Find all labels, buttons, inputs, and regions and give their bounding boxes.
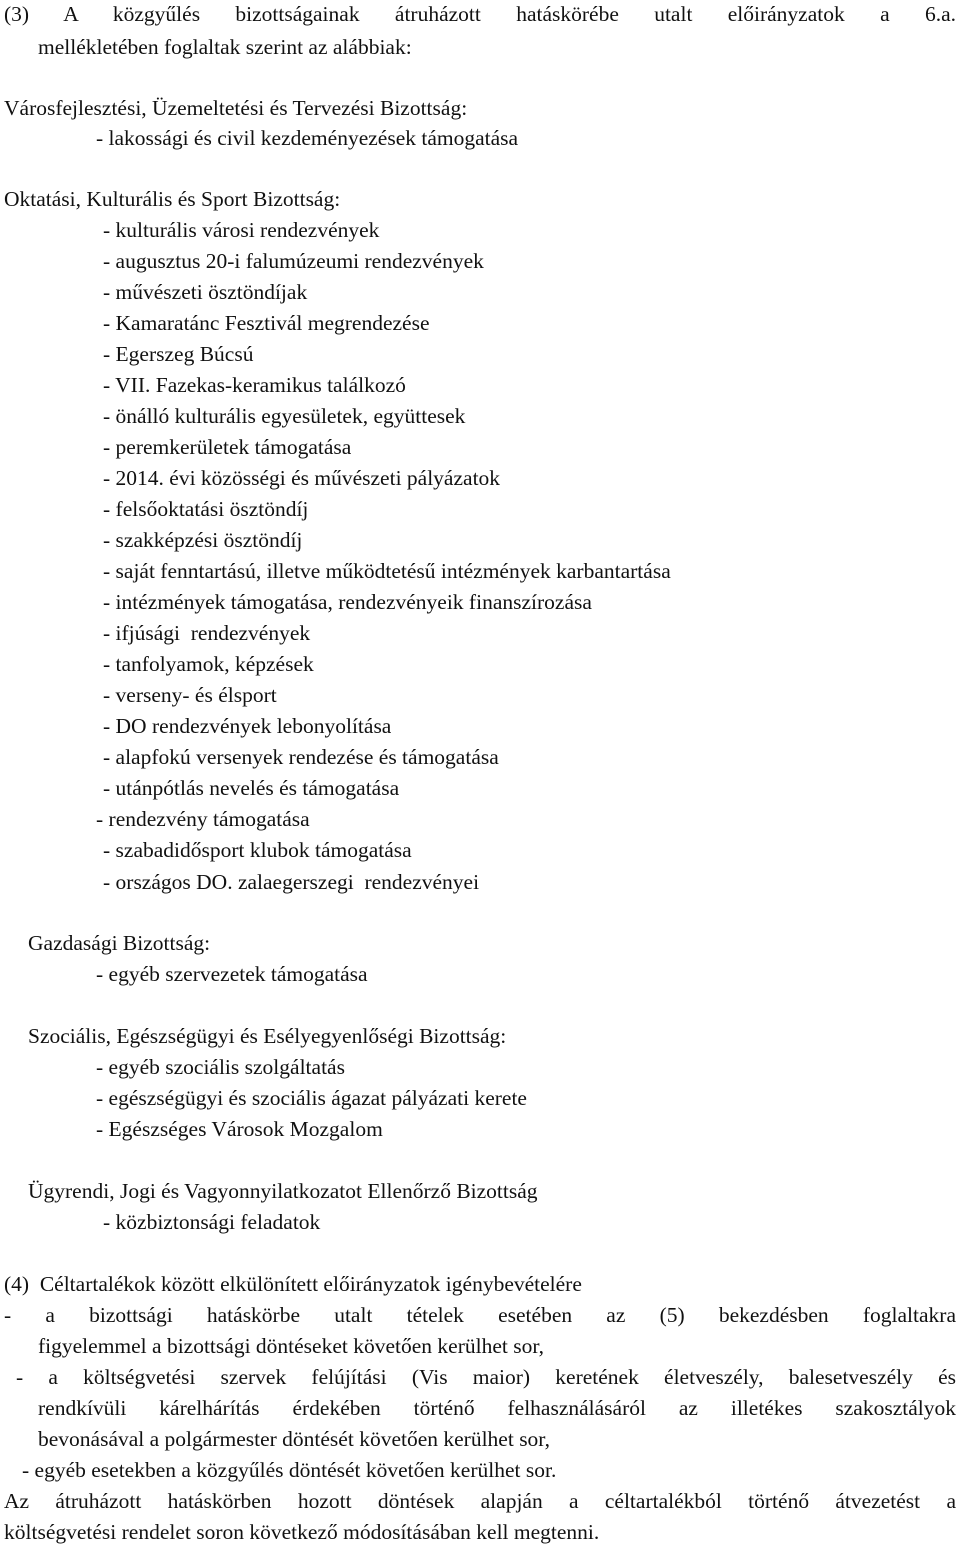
list-item: - művészeti ösztöndíjak (103, 280, 308, 304)
list-item: - DO rendezvények lebonyolítása (103, 714, 392, 738)
list-item: - lakossági és civil kezdeményezések támogatása (96, 126, 519, 150)
section-4-bullet-2-line-2: rendkívüli kárelhárítás érdekében történő felhasználásáról az illetékes szakosztályok (38, 1396, 956, 1420)
list-item: - szabadidősport klubok támogatása (103, 838, 412, 862)
list-item: - közbiztonsági feladatok (103, 1210, 321, 1234)
committee-urban-development-title: Városfejlesztési, Üzemeltetési és Tervezési Bizottság: (4, 96, 468, 120)
list-item: - peremkerületek támogatása (103, 435, 352, 459)
list-item: - felsőoktatási ösztöndíj (103, 497, 309, 521)
list-item: - verseny- és élsport (103, 683, 277, 707)
list-item: - egyéb szervezetek támogatása (96, 962, 368, 986)
section-4-heading: (4) Céltartalékok között elkülönített előirányzatok igénybevételére (4, 1272, 582, 1296)
committee-education-culture-sport-title: Oktatási, Kulturális és Sport Bizottság: (4, 187, 341, 211)
section-4-bullet-1-line-1: - a bizottsági hatáskörbe utalt tételek esetében az (5) bekezdésben foglaltakra (4, 1303, 956, 1327)
list-item: - kulturális városi rendezvények (103, 218, 380, 242)
list-item: - 2014. évi közösségi és művészeti pályázatok (103, 466, 501, 490)
list-item: - szakképzési ösztöndíj (103, 528, 303, 552)
section-4-bullet-3: - egyéb esetekben a közgyűlés döntését követően kerülhet sor. (22, 1458, 557, 1482)
closing-paragraph-line-2: költségvetési rendelet soron következő módosításában kell megtenni. (4, 1520, 600, 1544)
committee-social-health-title: Szociális, Egészségügyi és Esélyegyenlőségi Bizottság: (28, 1024, 507, 1048)
list-item: - VII. Fazekas-keramikus találkozó (103, 373, 406, 397)
section-3-heading-line-1: (3) A közgyűlés bizottságainak átruházott hatáskörébe utalt előirányzatok a 6.a. (4, 2, 956, 26)
closing-paragraph-line-1: Az átruházott hatáskörben hozott döntések alapján a céltartalékból történő átvezetést a (4, 1489, 956, 1513)
section-4-bullet-2-line-3: bevonásával a polgármester döntését követően kerülhet sor, (38, 1427, 550, 1451)
committee-legal-title: Ügyrendi, Jogi és Vagyonnyilatkozatot Ellenőrző Bizottság (28, 1179, 538, 1203)
list-item: - egészségügyi és szociális ágazat pályázati kerete (96, 1086, 527, 1110)
section-4-bullet-2-line-1: - a költségvetési szervek felújítási (Vis maior) keretének életveszély, balesetveszély és (16, 1365, 956, 1389)
committee-economic-title: Gazdasági Bizottság: (28, 931, 211, 955)
list-item: - augusztus 20-i falumúzeumi rendezvények (103, 249, 484, 273)
section-3-heading-line-2: mellékletében foglaltak szerint az alábbiak: (38, 35, 412, 59)
list-item: - alapfokú versenyek rendezése és támogatása (103, 745, 499, 769)
list-item: - országos DO. zalaegerszegi rendezvényei (103, 870, 480, 894)
list-item: - tanfolyamok, képzések (103, 652, 314, 676)
list-item: - Kamaratánc Fesztivál megrendezése (103, 311, 430, 335)
list-item: - Egerszeg Búcsú (103, 342, 254, 366)
list-item: - ifjúsági rendezvények (103, 621, 311, 645)
list-item: - önálló kulturális egyesületek, együttesek (103, 404, 466, 428)
list-item: - Egészséges Városok Mozgalom (96, 1117, 383, 1141)
list-item: - egyéb szociális szolgáltatás (96, 1055, 345, 1079)
list-item: - intézmények támogatása, rendezvényeik finanszírozása (103, 590, 592, 614)
list-item: - utánpótlás nevelés és támogatása (103, 776, 400, 800)
list-item: - rendezvény támogatása (96, 807, 310, 831)
section-4-bullet-1-line-2: figyelemmel a bizottsági döntéseket követően kerülhet sor, (38, 1334, 545, 1358)
list-item: - saját fenntartású, illetve működtetésű intézmények karbantartása (103, 559, 671, 583)
